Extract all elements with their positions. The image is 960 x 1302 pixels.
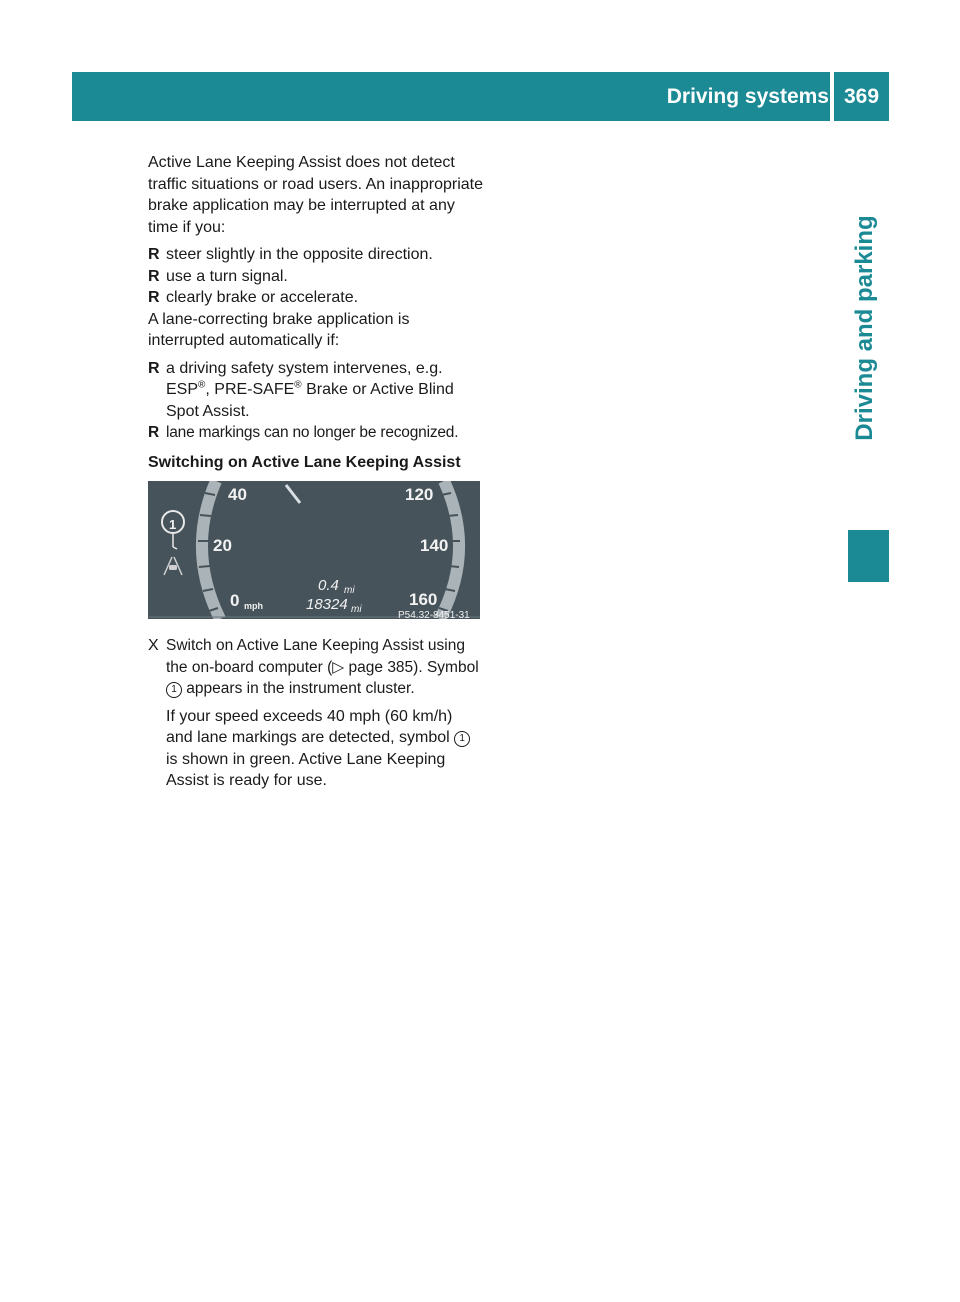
callout-icon: 1: [454, 731, 470, 747]
bullet-marker: R: [148, 289, 160, 306]
bullet-marker: R: [148, 267, 160, 285]
list-item: R steer slightly in the opposite direction.: [148, 244, 483, 266]
instruction-block: X Switch on Active Lane Keeping Assist using the on-board computer (▷ page 385). Symbol 1 appears in the instrument cluster. If your speed exceeds 40 mph (60 km/h) and lane markings are detected, symbol 1 is shown in green. Active Lane Keeping Assist is ready for use.: [148, 637, 479, 789]
instrument-cluster-figure: [148, 481, 480, 619]
interrupt-paragraph: A lane-correcting brake application is interrupted automatically if:: [148, 310, 410, 349]
list-item: R use a turn signal.: [148, 266, 483, 288]
speed-unit: mph: [244, 601, 263, 611]
trip-value: 0.4: [318, 577, 339, 594]
side-tab: [840, 128, 890, 526]
list-item: R clearly brake or accelerate.: [148, 287, 483, 309]
page-ref-icon: ▷: [332, 658, 345, 676]
callout-icon: 1: [166, 682, 182, 698]
bullet-marker: R: [148, 424, 159, 441]
callout-number: 1: [169, 517, 177, 532]
speed-label: 160: [409, 590, 438, 609]
bullet-marker: R: [148, 359, 160, 377]
speed-label: 120: [405, 485, 434, 504]
speed-label: 20: [213, 536, 232, 555]
content-column: [148, 152, 483, 792]
odometer-value: 18324: [306, 596, 348, 613]
side-tab-label: Driving and parking: [851, 215, 878, 441]
speed-label: 140: [420, 536, 449, 555]
bullet-marker: R: [148, 246, 160, 263]
section-heading: Switching on Active Lane Keeping Assist: [148, 453, 461, 471]
instruction-arrow: X: [148, 637, 159, 654]
page-number: 369: [843, 85, 880, 108]
list-item: R a driving safety system intervenes, e.g. ESP®, PRE-SAFE® Brake or Active Blind Spot Assist.: [148, 359, 454, 420]
odometer-unit: mi: [351, 604, 362, 615]
list-item: R lane markings can no longer be recognized.: [148, 422, 483, 444]
intro-paragraph: Active Lane Keeping Assist does not detect traffic situations or road users. An inappropriate brake application may be interrupted at any time if you:: [148, 154, 483, 236]
header-title: Driving systems: [666, 85, 829, 108]
speed-label: 0: [230, 591, 240, 610]
figure-code: P54.32-8451-31: [398, 610, 470, 619]
speed-label: 40: [228, 485, 247, 504]
trip-unit: mi: [344, 585, 355, 596]
side-tab-block: [848, 530, 889, 582]
needle: [286, 485, 300, 503]
